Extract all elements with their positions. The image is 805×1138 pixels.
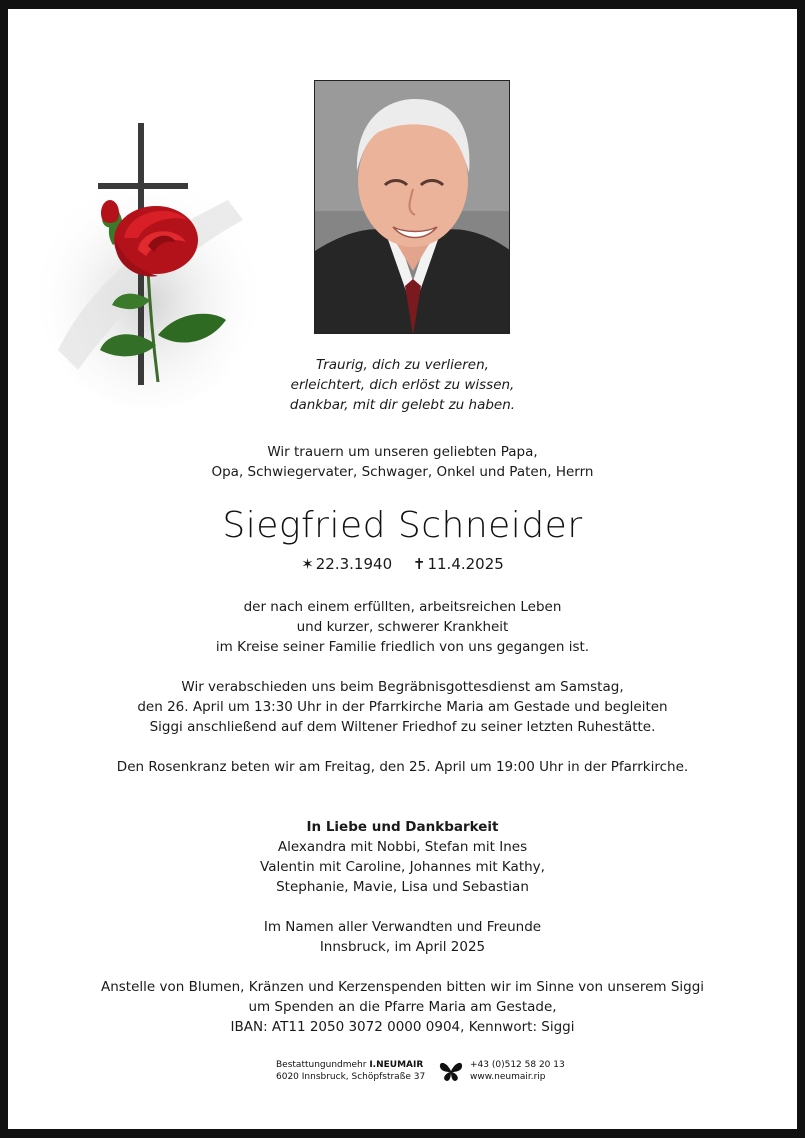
birth-date-value: 22.3.1940 xyxy=(315,555,393,573)
funeral-home-footer xyxy=(0,1059,805,1085)
life-dates xyxy=(0,555,805,573)
poem-line: dankbar, mit dir gelebt zu haben. xyxy=(289,397,516,413)
phone-number[interactable]: +43 (0)512 58 20 13 xyxy=(470,1060,565,1070)
mourners-line: Stephanie, Mavie, Lisa und Sebastian xyxy=(276,879,529,895)
funeral-home-address: 6020 Innsbruck, Schöpfstraße 37 xyxy=(276,1072,426,1082)
passing-text xyxy=(0,597,805,657)
portrait-image xyxy=(315,81,510,334)
passing-line: und kurzer, schwerer Krankheit xyxy=(296,619,509,635)
place-date-line: Innsbruck, im April 2025 xyxy=(319,939,486,955)
donation-text xyxy=(0,977,805,1037)
intro-line: Opa, Schwiegervater, Schwager, Onkel und Paten, Herrn xyxy=(211,464,594,480)
brand-text: Bestattungundmehr xyxy=(276,1060,367,1070)
funeral-text xyxy=(0,677,805,737)
relatives-block xyxy=(0,917,805,957)
poem xyxy=(0,355,805,415)
portrait-photo xyxy=(314,80,510,334)
cross-horizontal xyxy=(98,183,188,189)
website-link[interactable]: www.neumair.rip xyxy=(470,1072,546,1082)
mourners-heading: In Liebe und Dankbarkeit xyxy=(306,819,499,835)
cross-icon: ✝ xyxy=(412,555,426,573)
brand-name: I.NEUMAIR xyxy=(369,1060,424,1070)
birth-date xyxy=(301,555,392,573)
mourners-line: Valentin mit Caroline, Johannes mit Kathy, xyxy=(260,859,545,875)
rosary-text: Den Rosenkranz beten wir am Freitag, den 25. April um 19:00 Uhr in der Pfarrkirche. xyxy=(116,759,689,775)
funeral-line: Siggi anschließend auf dem Wiltener Friedhof zu seiner letzten Ruhestätte. xyxy=(149,719,656,735)
death-date-value: 11.4.2025 xyxy=(427,555,504,573)
poem-line: Traurig, dich zu verlieren, xyxy=(316,357,489,373)
relatives-line: Im Namen aller Verwandten und Freunde xyxy=(263,919,542,935)
death-date xyxy=(413,555,504,573)
funeral-home-info xyxy=(276,1059,425,1083)
star-icon: ✶ xyxy=(301,555,314,573)
funeral-home-contact xyxy=(470,1059,565,1083)
intro-line: Wir trauern um unseren geliebten Papa, xyxy=(267,444,538,460)
mourners-block xyxy=(0,817,805,897)
passing-line: im Kreise seiner Familie friedlich von uns gegangen ist. xyxy=(215,639,590,655)
funeral-home-name xyxy=(276,1059,425,1071)
poem-line: erleichtert, dich erlöst zu wissen, xyxy=(290,377,515,393)
funeral-line: den 26. April um 13:30 Uhr in der Pfarrkirche Maria am Gestade und begleiten xyxy=(137,699,668,715)
deceased-name: Siegfried Schneider xyxy=(222,505,583,546)
donation-line: um Spenden an die Pfarre Maria am Gestade, xyxy=(248,999,557,1015)
mourners-line: Alexandra mit Nobbi, Stefan mit Ines xyxy=(277,839,528,855)
intro-text xyxy=(0,442,805,482)
donation-line: Anstelle von Blumen, Kränzen und Kerzenspenden bitten wir im Sinne von unserem Siggi xyxy=(100,979,705,995)
butterfly-icon xyxy=(438,1059,464,1083)
passing-line: der nach einem erfüllten, arbeitsreichen Leben xyxy=(243,599,562,615)
iban-line: IBAN: AT11 2050 3072 0000 0904, Kennwort: Siggi xyxy=(230,1019,575,1035)
funeral-line: Wir verabschieden uns beim Begräbnisgottesdienst am Samstag, xyxy=(181,679,624,695)
